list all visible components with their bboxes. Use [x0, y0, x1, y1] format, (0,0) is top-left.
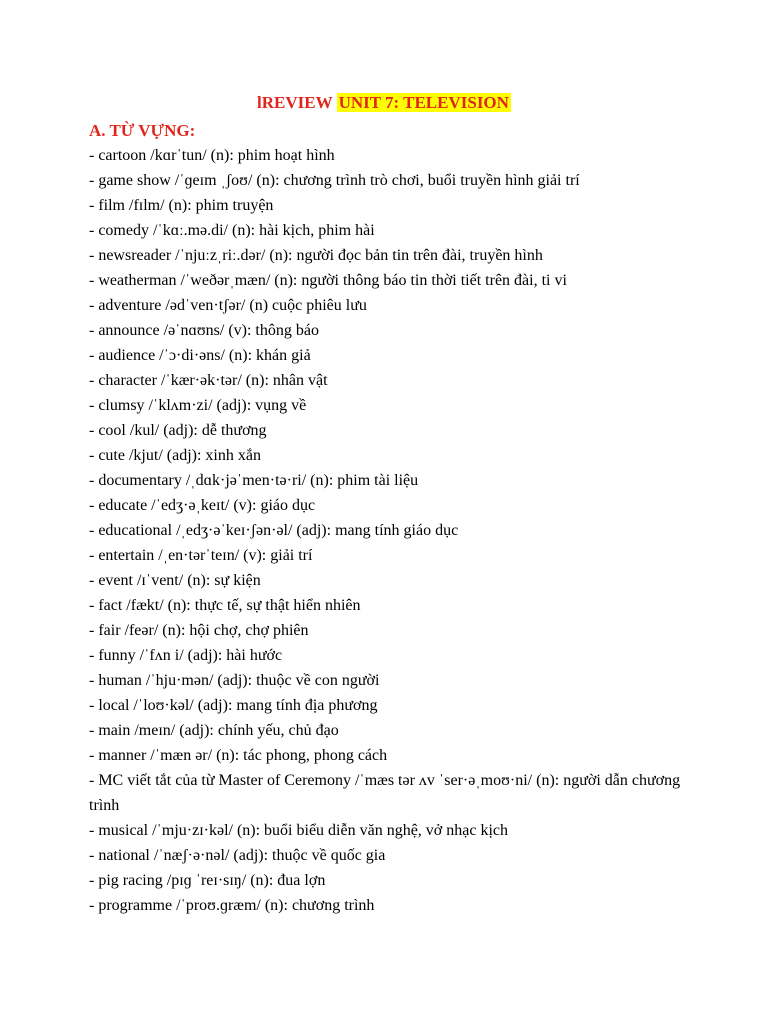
vocab-item: - educational /ˌedʒ·əˈkeɪ·ʃən·əl/ (adj): mang tính giáo dục	[89, 522, 459, 539]
vocab-item: - fair /feər/ (n): hội chợ, chợ phiên	[89, 622, 309, 639]
vocab-item: - MC viết tắt của từ Master of Ceremony /ˈmæs tər ʌv ˈser·əˌmoʊ·ni/ (n): người dẫn chương trình	[89, 772, 681, 814]
title-highlight: UNIT 7: TELEVISION	[338, 93, 509, 112]
vocab-item: - local /ˈloʊ·kəl/ (adj): mang tính địa phương	[89, 697, 378, 714]
vocab-item: - newsreader /ˈnjuːzˌriː.dər/ (n): người đọc bản tin trên đài, truyền hình	[89, 247, 543, 264]
vocab-item: - fact /fækt/ (n): thực tế, sự thật hiển nhiên	[89, 597, 361, 614]
title-prefix: lREVIEW	[257, 93, 337, 112]
vocab-item: - game show /ˈɡeɪm ˌʃoʊ/ (n): chương trình trò chơi, buổi truyền hình giải trí	[89, 172, 580, 189]
vocab-item: - cartoon /kɑrˈtun/ (n): phim hoạt hình	[89, 147, 335, 164]
vocab-item: - programme /ˈproʊ.ɡræm/ (n): chương trình	[89, 897, 375, 914]
vocab-item: - pig racing /pɪɡ ˈreɪ·sɪŋ/ (n): đua lợn	[89, 872, 326, 889]
vocab-item: - cute /kjut/ (adj): xinh xắn	[89, 447, 261, 464]
vocab-item: - clumsy /ˈklʌm·zi/ (adj): vụng về	[89, 397, 307, 414]
vocab-item: - adventure /ədˈven·tʃər/ (n) cuộc phiêu lưu	[89, 297, 367, 314]
vocab-item: - entertain /ˌen·tərˈteɪn/ (v): giải trí	[89, 547, 313, 564]
vocab-item: - funny /ˈfʌn i/ (adj): hài hước	[89, 647, 283, 664]
vocab-item: - human /ˈhju·mən/ (adj): thuộc về con người	[89, 672, 380, 689]
vocab-item: - weatherman /ˈweðərˌmæn/ (n): người thông báo tin thời tiết trên đài, ti vi	[89, 272, 567, 289]
vocab-item: - film /fɪlm/ (n): phim truyện	[89, 197, 274, 214]
vocab-list	[89, 143, 689, 918]
vocab-item: - event /ɪˈvent/ (n): sự kiện	[89, 572, 261, 589]
vocab-item: - main /meɪn/ (adj): chính yếu, chủ đạo	[89, 722, 339, 739]
vocab-item: - character /ˈkær·ək·tər/ (n): nhân vật	[89, 372, 328, 389]
vocab-item: - educate /ˈedʒ·əˌkeɪt/ (v): giáo dục	[89, 497, 316, 514]
vocab-item: - musical /ˈmju·zɪ·kəl/ (n): buổi biểu diễn văn nghệ, vở nhạc kịch	[89, 822, 509, 839]
vocab-item: - manner /ˈmæn ər/ (n): tác phong, phong cách	[89, 747, 388, 764]
vocab-item: - comedy /ˈkɑː.mə.di/ (n): hài kịch, phim hài	[89, 222, 375, 239]
vocab-item: - audience /ˈɔ·di·əns/ (n): khán giả	[89, 347, 311, 364]
vocab-item: - documentary /ˌdɑk·jəˈmen·tə·ri/ (n): phim tài liệu	[89, 472, 419, 489]
section-heading-vocabulary: A. TỪ VỰNG:	[89, 121, 196, 140]
vocab-item: - cool /kul/ (adj): dễ thương	[89, 422, 267, 439]
vocab-item: - announce /əˈnɑʊns/ (v): thông báo	[89, 322, 319, 339]
document-title	[0, 92, 768, 114]
vocab-item: - national /ˈnæʃ·ə·nəl/ (adj): thuộc về quốc gia	[89, 847, 386, 864]
